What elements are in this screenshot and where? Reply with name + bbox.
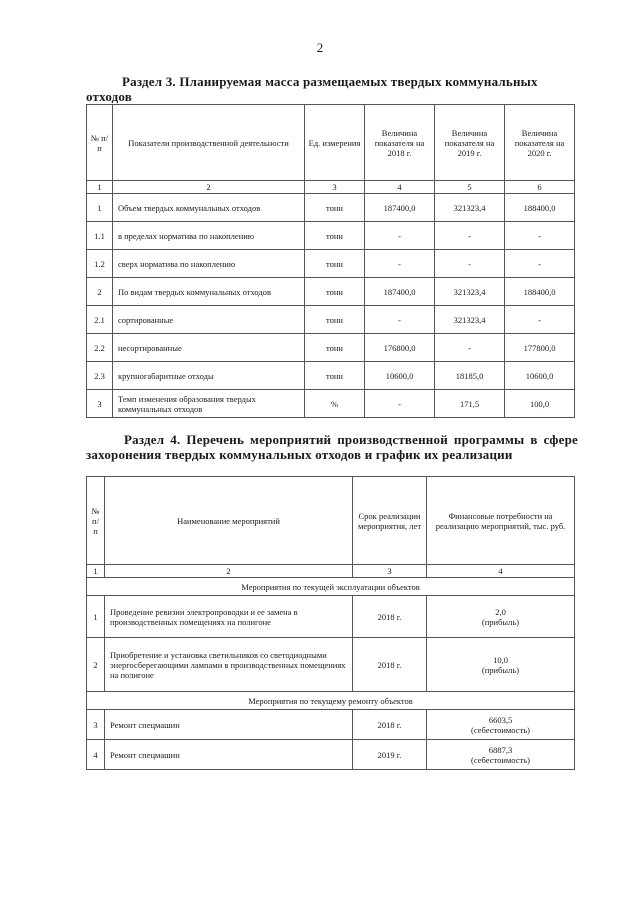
col-header: Наименование мероприятий	[105, 477, 353, 565]
row-unit: %	[305, 390, 365, 418]
row-indicator: несортированные	[113, 334, 305, 362]
measure-finance	[427, 638, 575, 692]
group-row	[87, 692, 575, 710]
row-value-2020: 10600,0	[505, 362, 575, 390]
column-number: 6	[505, 181, 575, 194]
measure-term: 2018 г.	[353, 596, 427, 638]
column-number: 3	[353, 565, 427, 578]
col-header: № п/п	[87, 477, 105, 565]
row-value-2018: -	[365, 306, 435, 334]
finance-source: (себестоимость)	[471, 724, 530, 735]
column-number: 1	[87, 181, 113, 194]
measure-name: Ремонт спецмашин	[105, 710, 353, 740]
col-header: Финансовые потребности на реализацию мероприятий, тыс. руб.	[427, 477, 575, 565]
group-title: Мероприятия по текущей эксплуатации объектов	[87, 578, 575, 596]
finance-amount: 6887,3	[488, 744, 513, 755]
column-number: 1	[87, 565, 105, 578]
row-value-2018: -	[365, 390, 435, 418]
table-row	[87, 362, 575, 390]
column-number: 3	[305, 181, 365, 194]
row-indicator: Объем твердых коммунальных отходов	[113, 194, 305, 222]
finance-amount: 6603,5	[488, 714, 513, 725]
row-value-2018: -	[365, 250, 435, 278]
row-unit: тонн	[305, 194, 365, 222]
row-value-2019: 321323,4	[435, 278, 505, 306]
row-value-2018: 187400,0	[365, 278, 435, 306]
mass-table	[86, 104, 575, 418]
section4-title: Раздел 4. Перечень мероприятий производственной программы в сфере захоронения твердых коммунальных отходов и график их реализации	[86, 432, 578, 462]
row-value-2020: -	[505, 306, 575, 334]
row-value-2020: 177800,0	[505, 334, 575, 362]
row-unit: тонн	[305, 278, 365, 306]
row-value-2020: -	[505, 222, 575, 250]
row-number: 2	[87, 278, 113, 306]
col-header: Величина показателя на 2019 г.	[435, 105, 505, 181]
row-value-2019: 321323,4	[435, 194, 505, 222]
row-value-2018: 187400,0	[365, 194, 435, 222]
col-header: Срок реализации мероприятия, лет	[353, 477, 427, 565]
row-number: 1.1	[87, 222, 113, 250]
finance-amount: 2,0	[495, 606, 506, 617]
row-unit: тонн	[305, 306, 365, 334]
column-number: 2	[113, 181, 305, 194]
row-number: 1.2	[87, 250, 113, 278]
column-number-row	[87, 565, 575, 578]
table-row	[87, 390, 575, 418]
column-number: 4	[427, 565, 575, 578]
row-number: 1	[87, 596, 105, 638]
measures-table	[86, 476, 575, 770]
section3-title: Раздел 3. Планируемая масса размещаемых твердых коммунальных отходов	[86, 74, 538, 104]
table-row	[87, 194, 575, 222]
row-value-2019: -	[435, 250, 505, 278]
table-row	[87, 334, 575, 362]
measure-finance	[427, 740, 575, 770]
row-indicator: По видам твердых коммунальных отходов	[113, 278, 305, 306]
row-indicator: Темп изменения образования твердых коммунальных отходов	[113, 390, 305, 418]
row-value-2020: 188400,0	[505, 278, 575, 306]
row-value-2019: 171,5	[435, 390, 505, 418]
row-number: 2	[87, 638, 105, 692]
col-header: Величина показателя на 2018 г.	[365, 105, 435, 181]
column-number-row	[87, 181, 575, 194]
column-number: 5	[435, 181, 505, 194]
row-unit: тонн	[305, 250, 365, 278]
table-row	[87, 596, 575, 638]
row-indicator: сортированные	[113, 306, 305, 334]
measure-term: 2019 г.	[353, 740, 427, 770]
row-unit: тонн	[305, 362, 365, 390]
row-value-2020: 100,0	[505, 390, 575, 418]
col-header: Ед. измерения	[305, 105, 365, 181]
row-number: 2.1	[87, 306, 113, 334]
row-value-2019: 321323,4	[435, 306, 505, 334]
row-value-2018: 176800,0	[365, 334, 435, 362]
measure-finance	[427, 596, 575, 638]
table-row	[87, 740, 575, 770]
col-header: Показатели производственной деятельности	[113, 105, 305, 181]
finance-source: (прибыль)	[481, 664, 520, 675]
row-value-2018: 10600,0	[365, 362, 435, 390]
row-indicator: крупногабаритные отходы	[113, 362, 305, 390]
measure-term: 2018 г.	[353, 638, 427, 692]
measure-name: Проведение ревизии электропроводки и ее замена в производственных помещениях на полигоне	[105, 596, 353, 638]
page-number: 2	[316, 40, 324, 55]
row-value-2018: -	[365, 222, 435, 250]
row-number: 4	[87, 740, 105, 770]
table-row	[87, 710, 575, 740]
table-row	[87, 306, 575, 334]
measure-name: Ремонт спецмашин	[105, 740, 353, 770]
row-indicator: сверх норматива по накоплению	[113, 250, 305, 278]
row-number: 3	[87, 710, 105, 740]
group-row	[87, 578, 575, 596]
row-number: 3	[87, 390, 113, 418]
row-value-2019: -	[435, 334, 505, 362]
header-row	[87, 477, 575, 565]
row-unit: тонн	[305, 222, 365, 250]
row-value-2019: -	[435, 222, 505, 250]
table-row	[87, 638, 575, 692]
col-header: № п/п	[87, 105, 113, 181]
row-value-2020: -	[505, 250, 575, 278]
measure-name: Приобретение и установка светильников со светодиодными энергосберегающими лампами в производственных помещениях на полигоне	[105, 638, 353, 692]
finance-source: (себестоимость)	[471, 754, 530, 765]
measure-term: 2018 г.	[353, 710, 427, 740]
row-number: 2.3	[87, 362, 113, 390]
column-number: 2	[105, 565, 353, 578]
measure-finance	[427, 710, 575, 740]
header-row	[87, 105, 575, 181]
row-indicator: в пределах норматива по накоплению	[113, 222, 305, 250]
table-row	[87, 222, 575, 250]
row-number: 1	[87, 194, 113, 222]
finance-amount: 10,0	[493, 654, 508, 665]
row-unit: тонн	[305, 334, 365, 362]
row-value-2020: 188400,0	[505, 194, 575, 222]
group-title: Мероприятия по текущему ремонту объектов	[87, 692, 575, 710]
row-value-2019: 18185,0	[435, 362, 505, 390]
row-number: 2.2	[87, 334, 113, 362]
finance-source: (прибыль)	[481, 616, 520, 627]
table-row	[87, 278, 575, 306]
column-number: 4	[365, 181, 435, 194]
table-row	[87, 250, 575, 278]
col-header: Величина показателя на 2020 г.	[505, 105, 575, 181]
